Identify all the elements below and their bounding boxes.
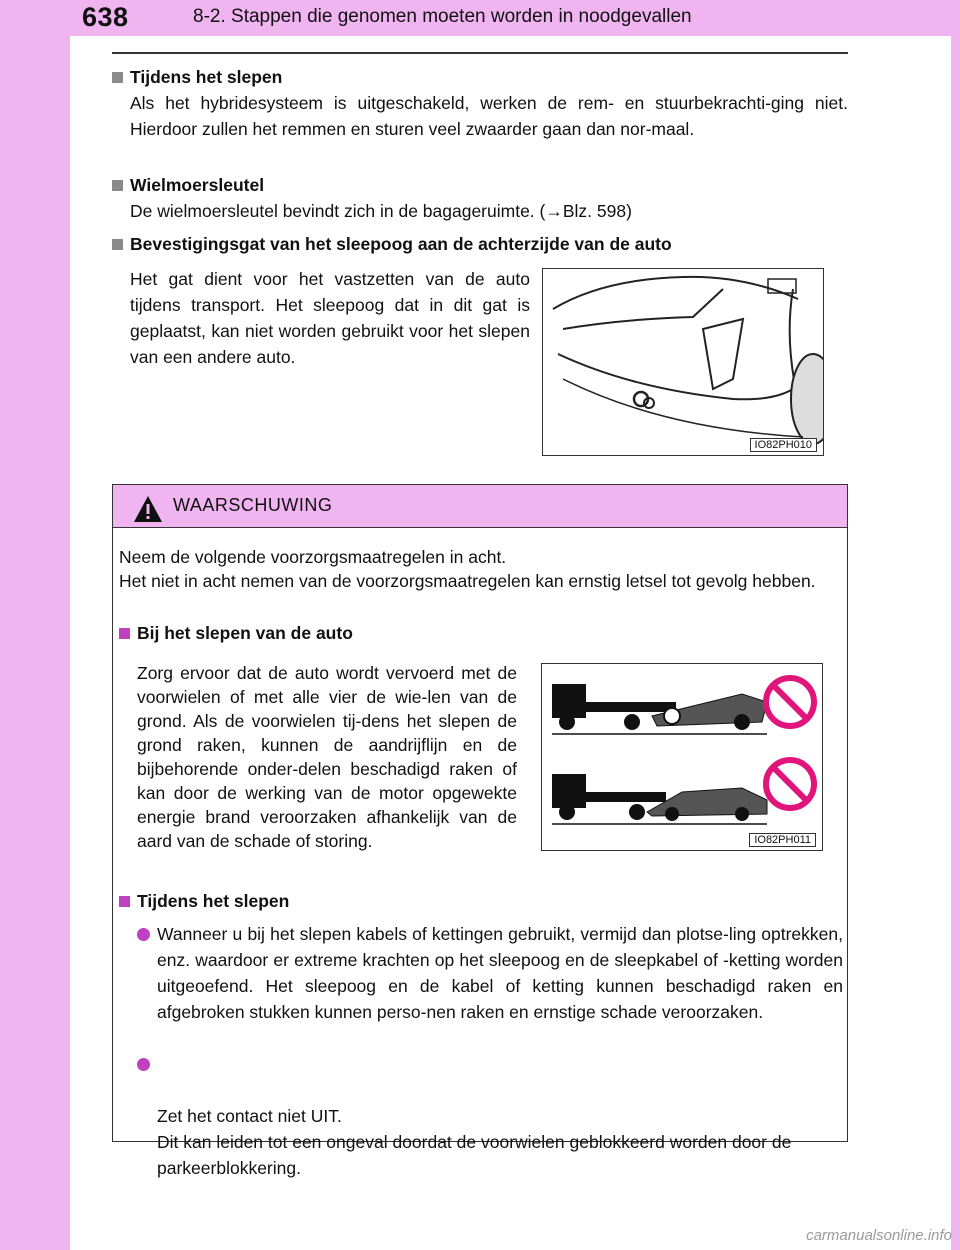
bullet-text: Zet het contact niet UIT. Dit kan leiden tot een ongeval doordat de voorwielen geblokkeerd worden door de parkeerblokkering. <box>157 1106 792 1178</box>
round-bullet-icon <box>137 1058 150 1071</box>
right-edge-band <box>951 36 960 1250</box>
section-text: Als het hybridesysteem is uitgeschakeld, werken de rem- en stuurbekrachti-ging niet. Hierdoor zullen het remmen en sturen veel zwaarder gaan dan nor-maal. <box>130 93 848 139</box>
square-bullet-icon <box>119 628 130 639</box>
section-tijdens-slepen <box>112 64 848 142</box>
towing-figure <box>541 663 823 851</box>
section-heading: Tijdens het slepen <box>130 67 283 87</box>
warning-sub1-text: Zorg ervoor dat de auto wordt vervoerd met de voorwielen of met alle vier de wie-len van de grond. Als de voorwielen tij-dens het slepen de grond raken, kunnen de aandrijflijn en de bijbehorende onder-delen beschadigd raken of kan door de werking van de motor opgewekte energie brand veroorzaken afhankelijk van de aard van de schade of storing. <box>137 663 517 851</box>
warning-intro: Neem de volgende voorzorgsmaatregelen in acht. Het niet in acht nemen van de voorzorgsmaatregelen kan ernstig letsel tot gevolg hebben. <box>119 547 816 591</box>
section-text: De wielmoersleutel bevindt zich in de bagageruimte. (→Blz. 598) <box>130 201 632 221</box>
bullet-text: Wanneer u bij het slepen kabels of kettingen gebruikt, vermijd dan plotse-ling optrekken, enz. waardoor er extreme krachten op het sleepoog en de sleepkabel of -ketting worden uitgeoefend. Het sleepoog en de kabel of ketting kunnen beschadigd raken en afgebroken stukken kunnen perso-nen raken en ernstige schade veroorzaken. <box>157 924 843 1022</box>
subheading-text: Bij het slepen van de auto <box>137 623 353 643</box>
section-bevestigingsgat <box>112 231 848 257</box>
watermark: carmanualsonline.info <box>806 1227 952 1244</box>
section-text: Het gat dient voor het vastzetten van de auto tijdens transport. Het sleepoog dat in dit gat is geplaatst, kan niet worden gebruikt voor het slepen van een andere auto. <box>130 269 530 367</box>
warning-triangle-icon <box>133 495 163 523</box>
section-heading: Wielmoersleutel <box>130 175 265 195</box>
warning-box <box>112 484 848 1178</box>
warning-header <box>113 485 847 528</box>
figure-label: IO82PH010 <box>750 438 817 452</box>
side-tab <box>0 0 70 1250</box>
warning-subheading-1 <box>119 623 353 644</box>
round-bullet-icon <box>137 928 150 941</box>
square-bullet-icon <box>112 239 123 250</box>
towing-illustration <box>542 664 822 850</box>
square-bullet-icon <box>112 180 123 191</box>
car-rear-illustration <box>543 269 823 455</box>
figure-label: IO82PH011 <box>749 833 816 847</box>
warning-subheading-2 <box>119 891 289 912</box>
bullet-item <box>137 921 843 1025</box>
section-title: 8-2. Stappen die genomen moeten worden in noodgevallen <box>193 6 692 27</box>
section-heading: Bevestigingsgat van het sleepoog aan de achterzijde van de auto <box>130 234 672 254</box>
rear-car-figure <box>542 268 824 456</box>
square-bullet-icon <box>119 896 130 907</box>
top-rule <box>112 52 848 54</box>
page-number: 638 <box>82 2 129 32</box>
square-bullet-icon <box>112 72 123 83</box>
warning-title: WAARSCHUWING <box>173 495 333 515</box>
section-wielmoersleutel <box>112 172 848 224</box>
bullet-item <box>137 1051 843 1207</box>
subheading-text: Tijdens het slepen <box>137 891 290 911</box>
